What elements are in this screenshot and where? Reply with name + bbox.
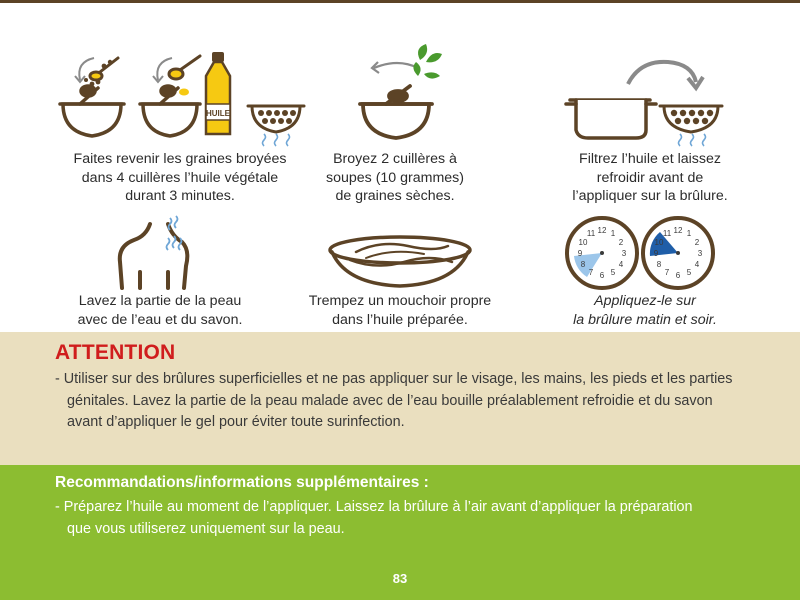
step-crush-illustration — [340, 40, 460, 150]
step-filter-illustration — [560, 50, 730, 150]
clock-number: 1 — [686, 229, 692, 238]
caption-line: dans l’huile préparée. — [332, 311, 468, 328]
recommendations-title: Recommandations/informations supplémentaires : — [55, 474, 429, 491]
clock-number: 7 — [664, 268, 670, 277]
caption-line: Filtrez l’huile et laissez — [579, 151, 721, 167]
caption-line: avec de l’eau et du savon. — [77, 311, 243, 328]
caption-line: la brûlure matin et soir. — [573, 311, 717, 328]
bowl-with-cloth-icon — [330, 237, 470, 286]
steam-icon — [263, 134, 290, 146]
clock-number: 9 — [653, 249, 659, 258]
mortar-icon — [60, 86, 124, 136]
caption-line: durant 3 minutes. — [125, 188, 235, 204]
step-caption — [50, 292, 270, 329]
leaves-icon — [413, 44, 442, 79]
attention-line: génitales. Lavez la partie de la peau malade avec de l’eau bouille préalablement refroidie et du savon — [67, 392, 713, 409]
attention-title: ATTENTION — [55, 341, 176, 364]
clock-number: 4 — [618, 260, 624, 269]
mortar-icon — [360, 86, 432, 138]
clock-number: 6 — [599, 271, 605, 280]
clock-number: 12 — [597, 226, 607, 235]
strainer-icon — [660, 106, 722, 146]
clock-number: 8 — [656, 260, 662, 269]
clock-number: 5 — [686, 268, 692, 277]
clock-number: 10 — [654, 238, 664, 247]
step-caption — [310, 150, 480, 206]
step-wash-illustration — [110, 210, 200, 290]
spoon-icon — [90, 58, 118, 80]
attention-line: - Utiliser sur des brûlures superficielles et ne pas appliquer sur le visage, les mains, les pieds et les parties — [55, 371, 733, 387]
curved-arrow-icon — [153, 58, 172, 82]
recommendations-text — [55, 497, 785, 540]
curved-arrow-icon — [372, 62, 418, 73]
clock-number: 5 — [610, 268, 616, 277]
clock-number: 6 — [675, 271, 681, 280]
step-soak-illustration — [325, 230, 475, 290]
step-apply-illustration — [560, 215, 720, 295]
caption-line: Faites revenir les graines broyées — [73, 151, 287, 167]
clock-number: 11 — [662, 229, 672, 238]
oil-bottle-icon — [206, 52, 231, 134]
step-caption — [50, 150, 310, 206]
caption-line: dans 4 cuillères l’huile végétale — [81, 169, 279, 186]
caption-line: Trempez un mouchoir propre — [308, 293, 492, 309]
caption-line: refroidir avant de — [596, 169, 704, 186]
clock-number: 9 — [577, 249, 583, 258]
mortar-icon — [140, 86, 200, 136]
clock-number: 1 — [610, 229, 616, 238]
shoulder-icon — [120, 224, 188, 288]
recommendations-line: que vous utiliserez uniquement sur la peau. — [67, 520, 345, 537]
clock-number: 3 — [621, 249, 627, 258]
oil-bottle-label: HUILE — [206, 109, 230, 118]
attention-line: avant d’appliquer le gel pour éviter toute surinfection. — [67, 414, 405, 430]
recommendations-line: - Préparez l’huile au moment de l’appliquer. Laissez la brûlure à l’air avant d’appliquer la préparation — [55, 499, 693, 515]
caption-line: soupes (10 grammes) — [326, 169, 464, 186]
clock-number: 3 — [697, 249, 703, 258]
step-caption — [270, 292, 530, 329]
clock-icon — [567, 218, 637, 288]
steam-icon — [679, 134, 706, 146]
caption-line: l’appliquer sur la brûlure. — [572, 188, 728, 204]
strainer-icon — [248, 106, 304, 146]
clock-number: 10 — [578, 238, 588, 247]
curved-arrow-icon — [628, 62, 703, 88]
step-caption — [540, 292, 750, 329]
caption-line: Appliquez-le sur — [594, 293, 696, 309]
clock-icon — [643, 218, 713, 288]
clock-number: 12 — [673, 226, 683, 235]
clock-number: 11 — [586, 229, 596, 238]
caption-line: Lavez la partie de la peau — [78, 293, 242, 309]
step-caption — [540, 150, 760, 206]
clock-number: 7 — [588, 268, 594, 277]
caption-line: Broyez 2 cuillères à — [333, 151, 457, 167]
clock-number: 8 — [580, 260, 586, 269]
step-roast-illustration — [0, 0, 300, 150]
caption-line: de graines sèches. — [335, 188, 455, 204]
clock-number: 2 — [618, 238, 624, 247]
clock-number: 2 — [694, 238, 700, 247]
clock-number: 4 — [694, 260, 700, 269]
attention-text — [55, 369, 785, 434]
page-number: 83 — [392, 571, 408, 586]
pot-icon — [566, 100, 656, 138]
